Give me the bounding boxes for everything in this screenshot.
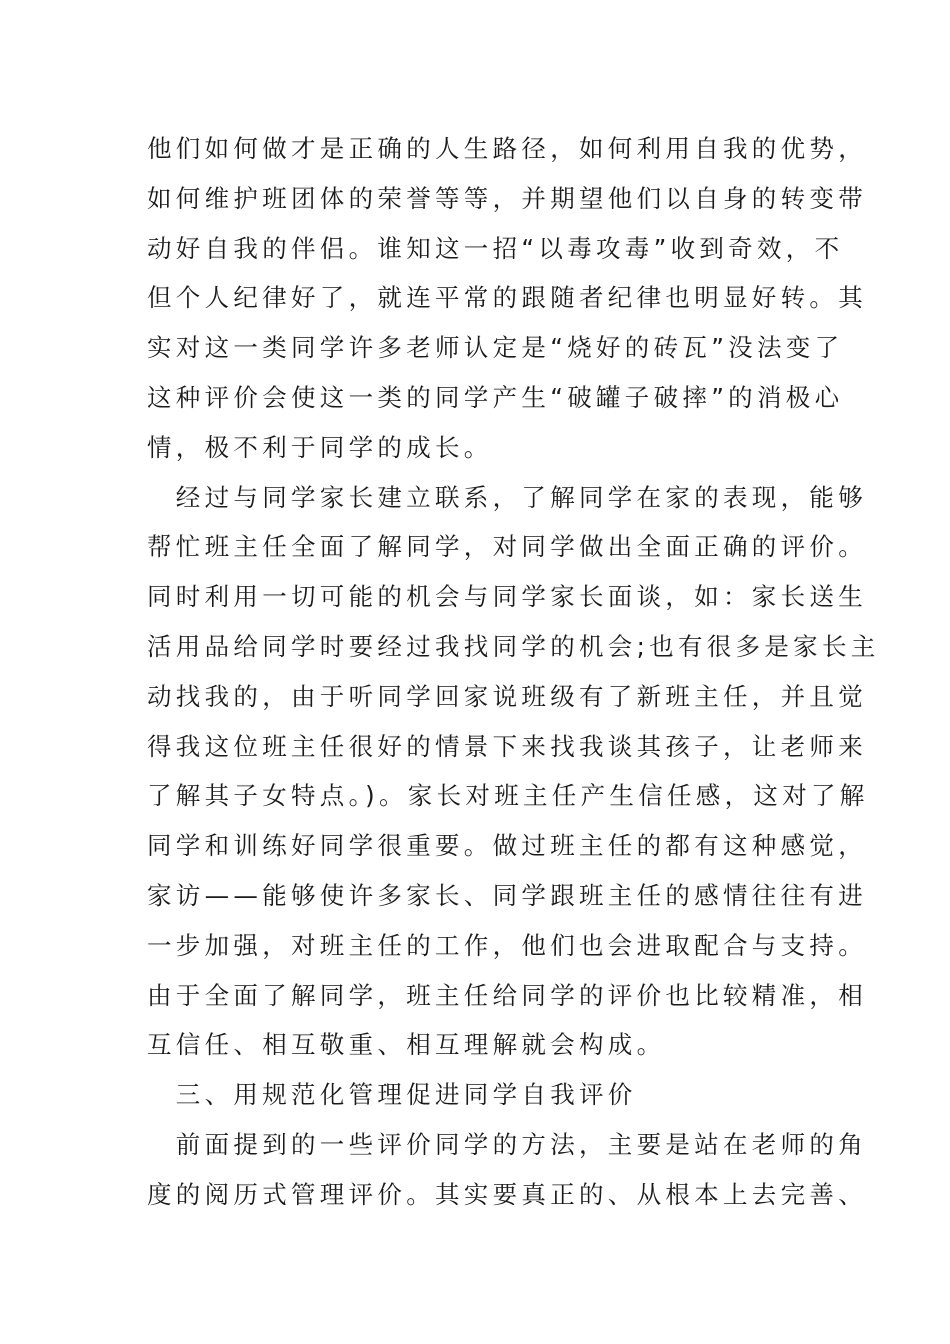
text-line: 动好自我的伴侣。谁知这一招“以毒攻毒”收到奇效，不	[147, 233, 844, 263]
text-line: 活用品给同学时要经过我找同学的机会;也有很多是家长主	[147, 631, 880, 661]
text-line: 家访——能够使许多家长、同学跟班主任的感情往往有进	[147, 880, 867, 910]
text-line: 度的阅历式管理评价。其实要真正的、从根本上去完善、	[147, 1179, 867, 1209]
text-line: 前面提到的一些评价同学的方法，主要是站在老师的角	[147, 1129, 867, 1159]
document-body	[147, 124, 880, 1220]
text-line: 他们如何做才是正确的人生路径，如何利用自我的优势，	[147, 134, 867, 163]
text-line: 同时利用一切可能的机会与同学家长面谈，如：家长送生	[147, 582, 867, 612]
text-line: 一步加强，对班主任的工作，他们也会进取配合与支持。	[147, 930, 867, 960]
text-line: 实对这一类同学许多老师认定是“烧好的砖瓦”没法变了	[147, 333, 844, 363]
text-line: 由于全面了解同学，班主任给同学的评价也比较精准，相	[147, 980, 867, 1010]
text-line: 经过与同学家长建立联系，了解同学在家的表现，能够	[147, 482, 867, 512]
section-heading: 三、用规范化管理促进同学自我评价	[147, 1080, 637, 1110]
text-line: 得我这位班主任很好的情景下来找我谈其孩子，让老师来	[147, 731, 867, 761]
text-line: 如何维护班团体的荣誉等等，并期望他们以自身的转变带	[147, 183, 867, 213]
text-line: 动找我的，由于听同学回家说班级有了新班主任，并且觉	[147, 681, 867, 711]
text-line: 但个人纪律好了，就连平常的跟随者纪律也明显好转。其	[147, 283, 867, 313]
text-line: 同学和训练好同学很重要。做过班主任的都有这种感觉，	[147, 831, 867, 861]
paragraph-end-line: 互信任、相互敬重、相互理解就会构成。	[147, 1030, 666, 1060]
text-line: 了解其子女特点。)。家长对班主任产生信任感，这对了解	[147, 781, 869, 811]
text-line: 这种评价会使这一类的同学产生“破罐子破摔”的消极心	[147, 382, 844, 412]
text-line: 帮忙班主任全面了解同学，对同学做出全面正确的评价。	[147, 532, 867, 562]
paragraph-end-line: 情，极不利于同学的成长。	[147, 432, 493, 462]
